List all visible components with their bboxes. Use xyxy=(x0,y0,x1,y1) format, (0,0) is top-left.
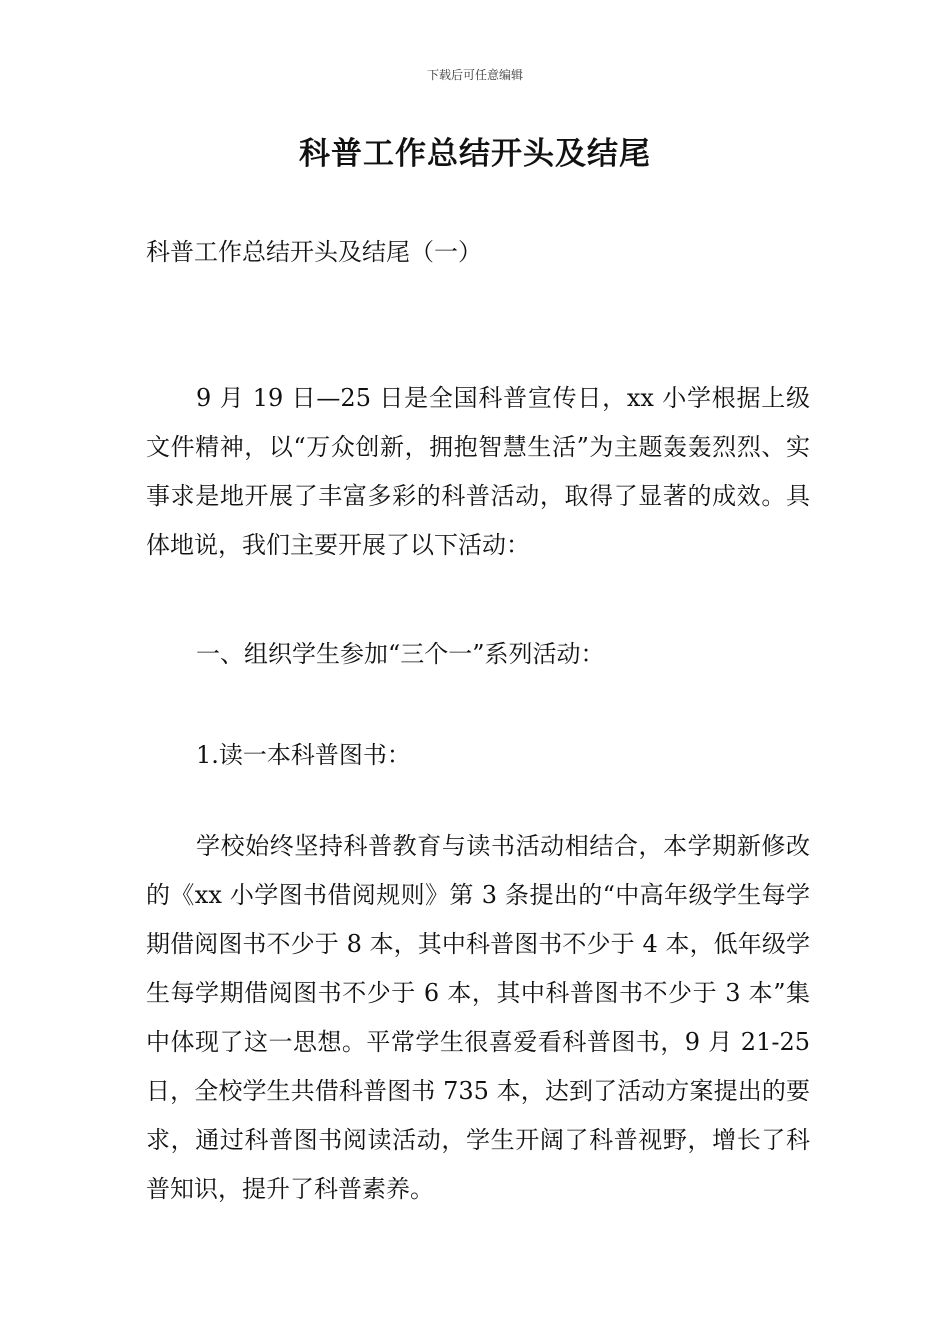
item-heading: 1.读一本科普图书： xyxy=(196,741,411,769)
intro-paragraph: 9 月 19 日—25 日是全国科普宣传日，xx 小学根据上级文件精神，以“万众创新，拥抱智慧生活”为主题轰轰烈烈、实事求是地开展了丰富多彩的科普活动，取得了显著的成效。具体地说，我们主要开展了以下活动： xyxy=(146,384,810,559)
section-heading: 一、组织学生参加“三个一”系列活动： xyxy=(196,640,605,668)
header-note: 下载后可任意编辑 xyxy=(426,68,523,82)
item-body-paragraph: 学校始终坚持科普教育与读书活动相结合，本学期新修改的《xx 小学图书借阅规则》第 3 条提出的“中高年级学生每学期借阅图书不少于 8 本，其中科普图书不少于 4 本，低年级学生每学期借阅图书不少于 6 本，其中科普图书不少于 3 本”集中体现了这一思想。平常学生很喜爱看科普图书，9 月 21-25 日，全校学生共借科普图书 735 本，达到了活动方案提出的要求，通过科普图书阅读活动，学生开阔了科普视野，增长了科普知识，提升了科普素养。 xyxy=(146,832,810,1203)
section-subtitle: 科普工作总结开头及结尾（一） xyxy=(146,238,482,266)
document-title: 科普工作总结开头及结尾 xyxy=(299,136,651,172)
